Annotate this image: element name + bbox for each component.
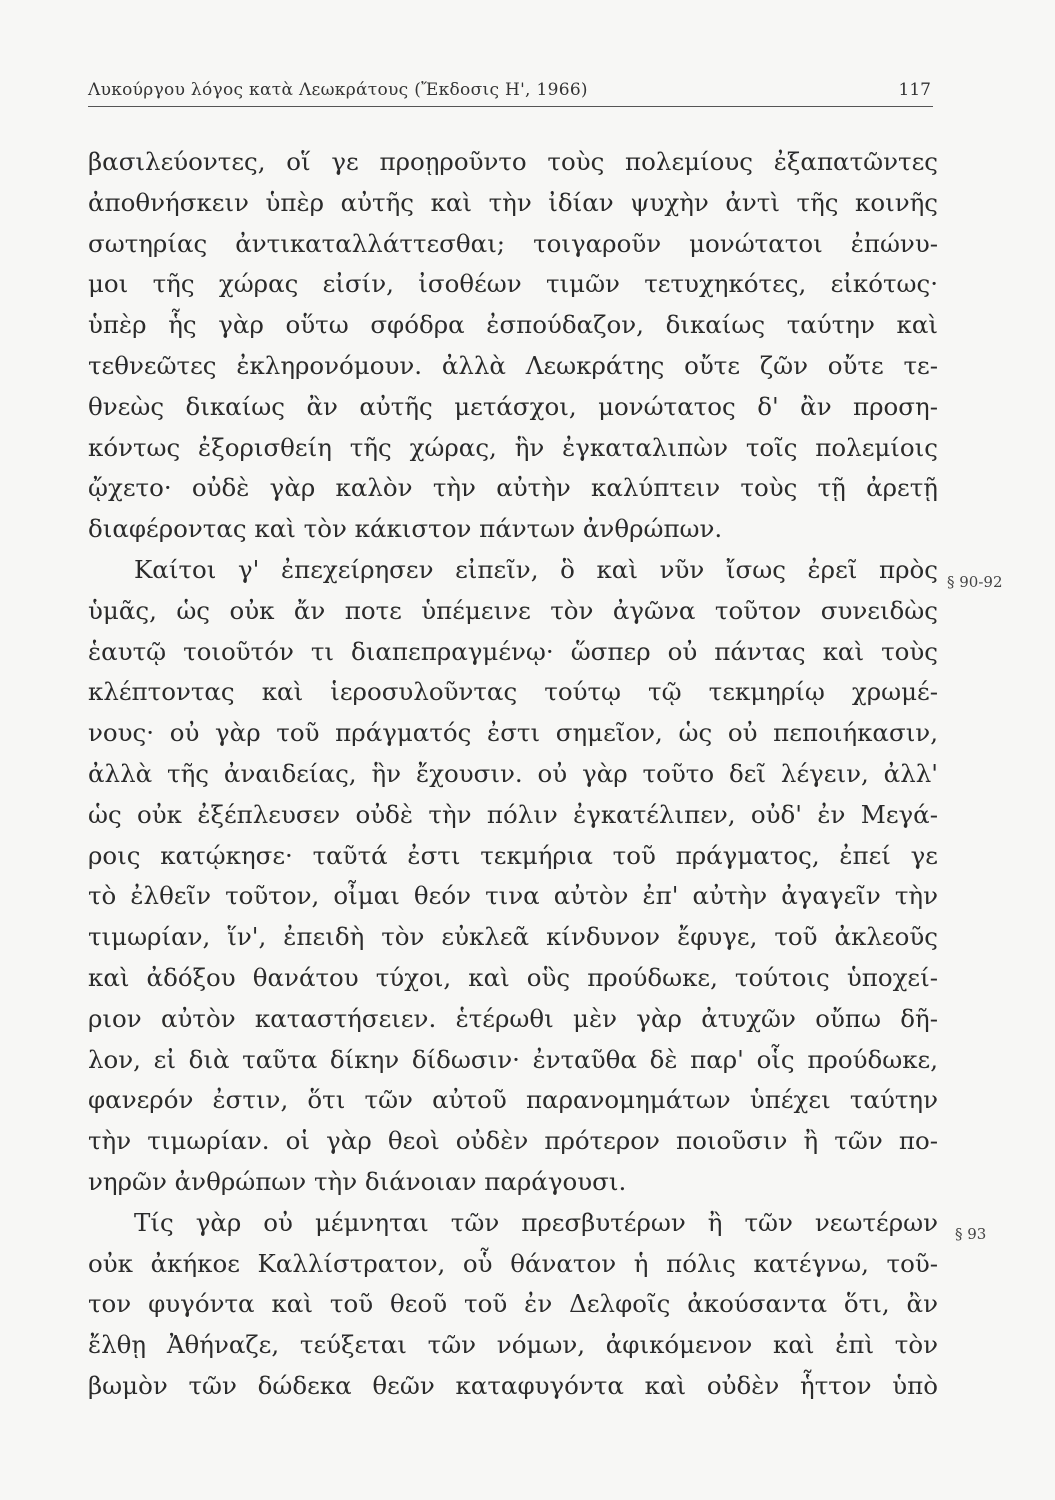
text-line: κόντως ἐξορισθείη τῆς χώρας, ἣν ἐγκαταλιπὼν τοῖς πολεμίοις: [88, 432, 938, 462]
text-line: θνεὼς δικαίως ἂν αὐτῆς μετάσχοι, μονώτατος δ' ἂν προση-: [88, 391, 938, 421]
text-line: διαφέροντας καὶ τὸν κάκιστον πάντων ἀνθρώπων.: [88, 514, 723, 544]
paragraph-start-line: Καίτοι γ' ἐπεχείρησεν εἰπεῖν, ὃ καὶ νῦν ἴσως ἐρεῖ πρὸς: [134, 554, 938, 584]
text-line: ᾤχετο· οὐδὲ γὰρ καλὸν τὴν αὐτὴν καλύπτειν τοὺς τῇ ἀρετῇ: [88, 473, 938, 503]
text-line: σωτηρίας ἀντικαταλλάττεσθαι; τοιγαροῦν μονώτατοι ἐπώνυ-: [88, 228, 938, 258]
page-number: 117: [898, 80, 931, 100]
text-line: ὑμᾶς, ὡς οὐκ ἄν ποτε ὑπέμεινε τὸν ἀγῶνα τοῦτον συνειδὼς: [88, 595, 938, 625]
text-line: βασιλεύοντες, οἵ γε προῃροῦντο τοὺς πολεμίους ἐξαπατῶντες: [88, 147, 938, 176]
text-line: καὶ ἀδόξου θανάτου τύχοι, καὶ οὓς προύδωκε, τούτοις ὑποχεί-: [88, 962, 938, 992]
text-line: τον φυγόντα καὶ τοῦ θεοῦ τοῦ ἐν Δελφοῖς ἀκούσαντα ὅτι, ἂν: [88, 1289, 938, 1319]
text-line: μοι τῆς χώρας εἰσίν, ἰσοθέων τιμῶν τετυχηκότες, εἰκότως·: [88, 269, 938, 299]
text-line: βωμὸν τῶν δώδεκα θεῶν καταφυγόντα καὶ οὐδὲν ἧττον ὑπὸ: [88, 1370, 938, 1400]
text-line: νους· οὐ γὰρ τοῦ πράγματός ἐστι σημεῖον, ὡς οὐ πεποιήκασιν,: [88, 718, 938, 748]
text-line: ἀλλὰ τῆς ἀναιδείας, ἣν ἔχουσιν. οὐ γὰρ τοῦτο δεῖ λέγειν, ἀλλ': [88, 758, 938, 788]
text-line: τὸ ἐλθεῖν τοῦτον, οἶμαι θεόν τινα αὐτὸν ἐπ' αὐτὴν ἀγαγεῖν τὴν: [88, 881, 938, 911]
margin-note-section: § 90-92: [947, 573, 1003, 591]
text-line: λον, εἰ διὰ ταῦτα δίκην δίδωσιν· ἐνταῦθα δὲ παρ' οἷς προύδωκε,: [88, 1044, 938, 1074]
text-line: τὴν τιμωρίαν. οἱ γὰρ θεοὶ οὐδὲν πρότερον ποιοῦσιν ἢ τῶν πο-: [88, 1126, 938, 1156]
text-line: κλέπτοντας καὶ ἱεροσυλοῦντας τούτῳ τῷ τεκμηρίῳ χρωμέ-: [88, 677, 938, 707]
text-line: τιμωρίαν, ἵν', ἐπειδὴ τὸν εὐκλεᾶ κίνδυνον ἔφυγε, τοῦ ἀκλεοῦς: [88, 922, 938, 952]
header-title: Λυκούργου λόγος κατὰ Λεωκράτους (Ἔκδοσις Η', 1966): [88, 80, 588, 100]
text-line: ἑαυτῷ τοιοῦτόν τι διαπεπραγμένῳ· ὥσπερ οὐ πάντας καὶ τοὺς: [88, 636, 938, 666]
text-line: ἀποθνήσκειν ὑπὲρ αὐτῆς καὶ τὴν ἰδίαν ψυχὴν ἀντὶ τῆς κοινῆς: [88, 187, 938, 217]
text-line: ὡς οὐκ ἐξέπλευσεν οὐδὲ τὴν πόλιν ἐγκατέλιπεν, οὐδ' ἐν Μεγά-: [88, 799, 938, 829]
text-line: ροις κατῴκησε· ταῦτά ἐστι τεκμήρια τοῦ πράγματος, ἐπεί γε: [88, 840, 938, 870]
text-line: νηρῶν ἀνθρώπων τὴν διάνοιαν παράγουσι.: [88, 1166, 627, 1196]
text-line: τεθνεῶτες ἐκληρονόμουν. ἀλλὰ Λεωκράτης οὔτε ζῶν οὔτε τε-: [88, 350, 938, 380]
main-text: [88, 142, 938, 1407]
text-line: ἔλθῃ Ἀθήναζε, τεύξεται τῶν νόμων, ἀφικόμενον καὶ ἐπὶ τὸν: [88, 1330, 938, 1360]
margin-note-section: § 93: [955, 1225, 987, 1243]
text-line: φανερόν ἐστιν, ὅτι τῶν αὐτοῦ παρανομημάτων ὑπέχει ταύτην: [88, 1085, 938, 1115]
text-line: ριον αὐτὸν καταστήσειεν. ἑτέρωθι μὲν γὰρ ἀτυχῶν οὔπω δῆ-: [88, 1003, 938, 1033]
paragraph-start-line: Τίς γὰρ οὐ μέμνηται τῶν πρεσβυτέρων ἢ τῶν νεωτέρων: [134, 1207, 938, 1237]
text-line: οὐκ ἀκήκοε Καλλίστρατον, οὗ θάνατον ἡ πόλις κατέγνω, τοῦ-: [88, 1248, 938, 1278]
running-header: [88, 78, 933, 107]
text-line: ὑπὲρ ἧς γὰρ οὕτω σφόδρα ἐσπούδαζον, δικαίως ταύτην καὶ: [88, 310, 938, 340]
